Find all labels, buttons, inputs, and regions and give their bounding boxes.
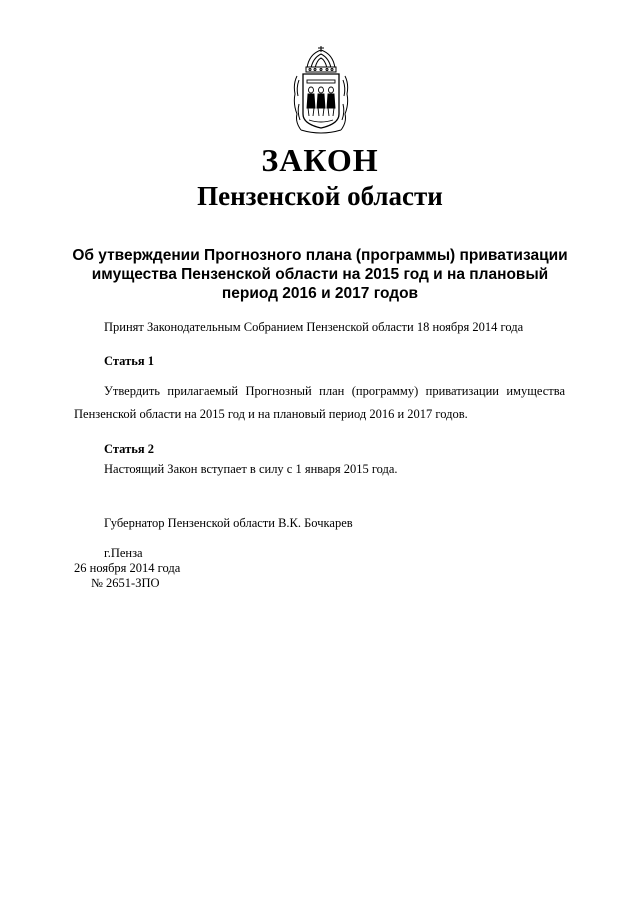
article-1-text-line: Пензенской области на 2015 год и на плановый период 2016 и 2017 годов. [74,407,468,421]
law-heading-line: имущества Пензенской области на 2015 год и на плановый [91,266,549,283]
coat-of-arms-icon [289,44,353,136]
signing-place: г.Пенза [104,546,143,560]
document-title: ЗАКОН [261,142,379,178]
law-heading [70,246,570,303]
article-2-title: Статья 2 [104,442,154,456]
article-1-text-line: Утвердить прилагаемый Прогнозный план (программу) приватизации имущества [104,384,565,398]
document-subtitle: Пензенской области [197,181,443,211]
article-2-text: Настоящий Закон вступает в силу с 1 января 2015 года. [104,462,398,476]
governor-signature: Губернатор Пензенской области В.К. Бочкарев [104,516,353,530]
adoption-note: Принят Законодательным Собранием Пензенской области 18 ноября 2014 года [104,320,524,334]
law-heading-line: период 2016 и 2017 годов [221,285,419,302]
signing-date: 26 ноября 2014 года [74,561,181,575]
law-heading-line: Об утверждении Прогнозного плана (программы) приватизации [72,247,568,264]
law-number: № 2651-ЗПО [91,576,160,590]
article-1-title: Статья 1 [104,354,154,368]
